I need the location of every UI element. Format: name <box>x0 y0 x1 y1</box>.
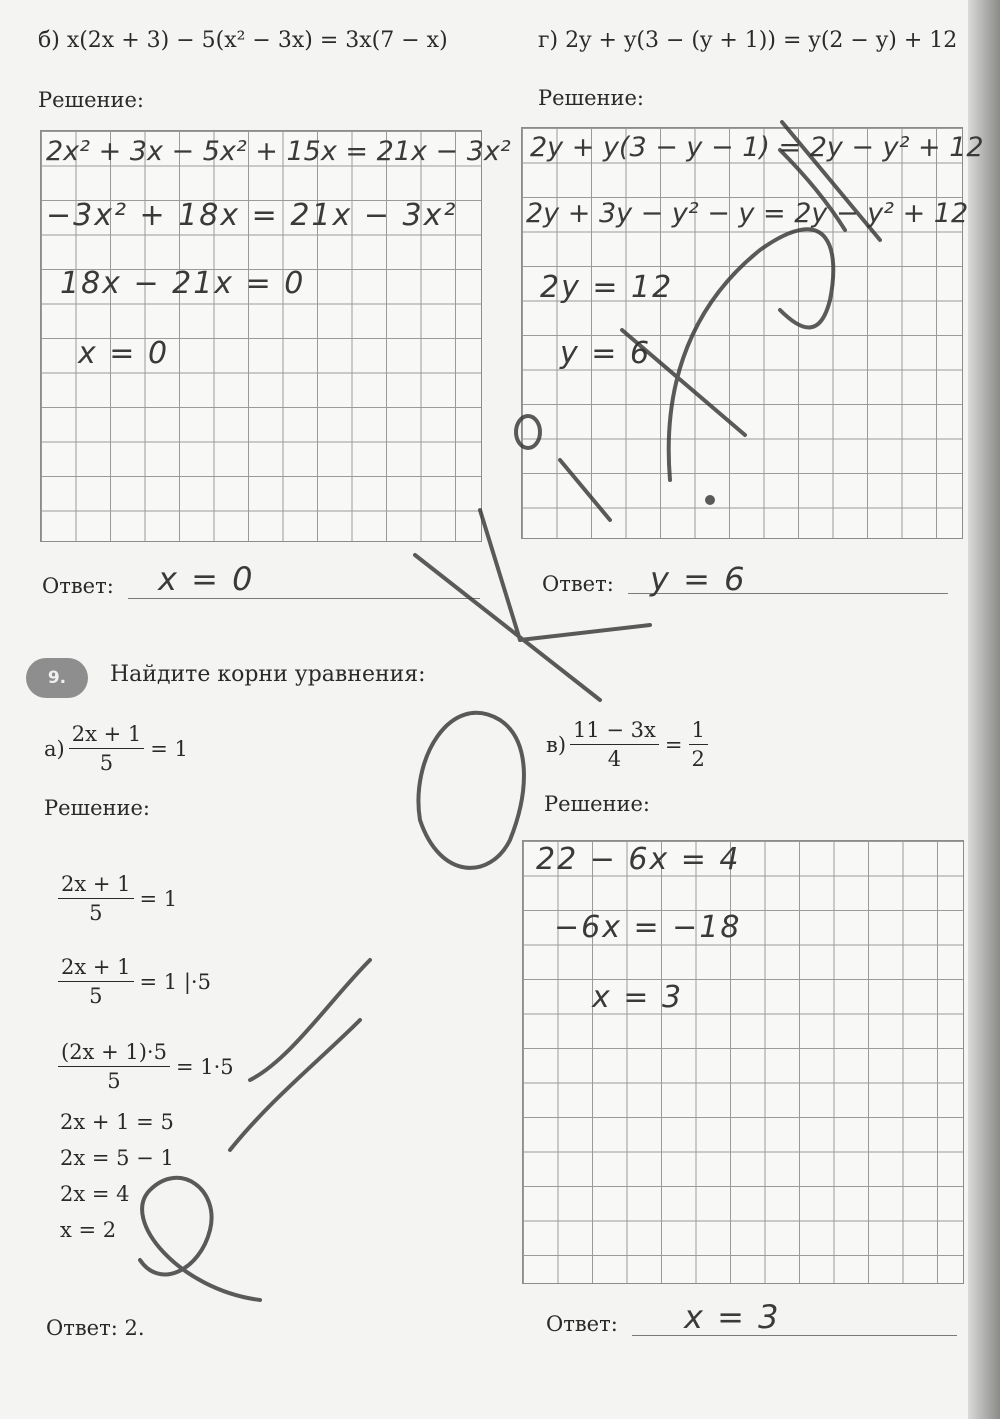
stamp-letter-r <box>560 229 833 520</box>
task-9a-step-1-tail: = 1 <box>139 886 178 911</box>
task-b-equation: б) x(2x + 3) − 5(x² − 3x) = 3x(7 − x) <box>38 28 448 53</box>
task-9a-step-3-numerator: (2x + 1)·5 <box>58 1040 170 1067</box>
task-9a-step-2-tail: = 1 |·5 <box>139 969 211 994</box>
task-9a-solution-label: Решение: <box>44 796 151 820</box>
task-9v-answer-label: Ответ: <box>546 1312 618 1336</box>
task-9v-denominator: 4 <box>607 747 622 771</box>
task-b-answer-label: Ответ: <box>42 574 114 598</box>
stamp-small-o <box>516 416 540 448</box>
task-9v-equation: в) $\frac{11 - 3x}{4}$ = $\frac{1}{2}$ <box>546 718 708 771</box>
task-9a-label: а) <box>44 736 65 761</box>
task-9a-answer: Ответ: 2. <box>46 1316 145 1340</box>
strike-through-2 <box>780 150 845 230</box>
task-9v-numerator: 11 − 3x <box>570 718 659 745</box>
stamp-letter-o <box>418 713 523 868</box>
task-9v-solution-label: Решение: <box>544 792 651 816</box>
task-b-line-3: 18x − 21x = 0 <box>60 266 306 301</box>
task-9-number-badge: 9. <box>26 658 88 698</box>
task-9a-step-2-denominator: 5 <box>89 984 103 1008</box>
task-g-line-2: 2y + 3y − y² − y = 2y − y² + 12 <box>526 198 969 229</box>
task-g-answer-value: y = 6 <box>650 560 747 598</box>
strike-through-3 <box>622 330 745 435</box>
task-9a-step-3-tail: = 1·5 <box>175 1054 234 1079</box>
task-9v-line-1: 22 − 6x = 4 <box>536 842 741 877</box>
task-9v-answer-value: x = 3 <box>684 1298 781 1336</box>
task-9a-numerator: 2x + 1 <box>69 722 145 749</box>
task-9a-denominator: 5 <box>99 751 114 775</box>
task-9a-step-3-denominator: 5 <box>107 1069 121 1093</box>
task-9v-line-2: −6x = −18 <box>554 910 742 945</box>
task-b-line-1: 2x² + 3x − 5x² + 15x = 21x − 3x² <box>46 136 511 167</box>
task-b-line-4: x = 0 <box>78 336 170 371</box>
task-b-line-2: −3x² + 18x = 21x − 3x² <box>46 198 458 233</box>
task-9a-line-1: 2x + 1 = 5 <box>60 1110 174 1134</box>
task-9v-rhs-denominator: 2 <box>691 747 705 771</box>
strike-through-1 <box>782 122 880 240</box>
task-g-equation: г) 2y + y(3 − (y + 1)) = y(2 − y) + 12 <box>538 28 958 53</box>
task-9-title: Найдите корни уравнения: <box>110 662 426 687</box>
task-9a-rhs: = 1 <box>150 736 188 761</box>
stamp-letter-k <box>415 510 650 700</box>
task-9a-step-2-numerator: 2x + 1 <box>58 955 134 982</box>
task-9v-line-3: x = 3 <box>592 980 684 1015</box>
task-9a-line-2: 2x = 5 − 1 <box>60 1146 174 1170</box>
task-b-answer-value: x = 0 <box>158 560 255 598</box>
task-9a-line-4: x = 2 <box>60 1218 117 1242</box>
stamp-letter-i <box>230 960 370 1150</box>
task-9v-label: в) <box>546 732 567 757</box>
task-g-line-4: y = 6 <box>560 336 652 371</box>
task-g-line-3: 2y = 12 <box>540 270 674 305</box>
task-9v-rhs-numerator: 1 <box>689 718 708 745</box>
stamp-dot <box>707 497 713 503</box>
task-g-line-1: 2y + y(3 − y − 1) = 2y − y² + 12 <box>530 132 984 163</box>
task-g-solution-label: Решение: <box>538 86 645 110</box>
task-9a-step-1-denominator: 5 <box>89 901 103 925</box>
stamp-letter-e <box>140 1178 260 1300</box>
task-g-answer-label: Ответ: <box>542 572 614 596</box>
task-9a-line-3: 2x = 4 <box>60 1182 130 1206</box>
task-9a-step-1-numerator: 2x + 1 <box>58 872 134 899</box>
task-b-solution-label: Решение: <box>38 88 145 112</box>
